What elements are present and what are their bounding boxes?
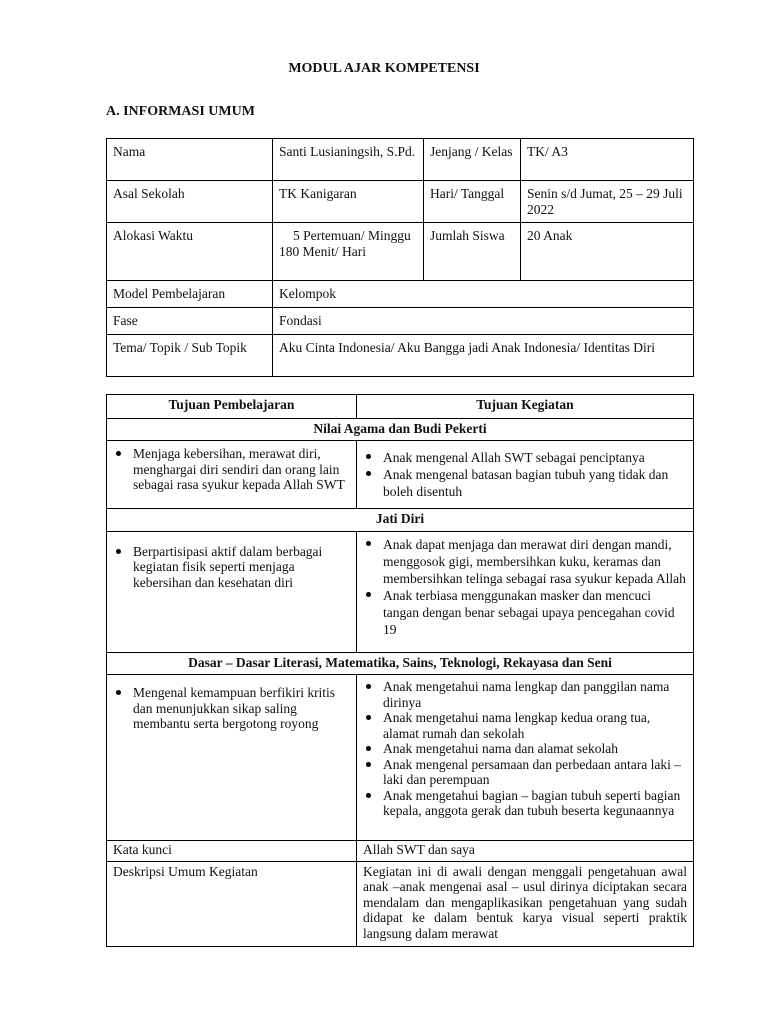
hari-value: Senin s/d Jumat, 25 – 29 Juli 2022 xyxy=(521,181,694,223)
list-item: Anak mengetahui bagian – bagian tubuh seperti bagian kepala, anggota gerak dan tubuh beserta kegunaannya xyxy=(363,788,687,819)
kata-kunci-value: Allah SWT dan saya xyxy=(357,841,694,862)
model-value: Kelompok xyxy=(273,281,694,308)
tujuan-kegiatan-header: Tujuan Kegiatan xyxy=(357,395,694,419)
table-row xyxy=(107,181,694,223)
nama-label: Nama xyxy=(107,139,273,181)
category-title: Jati Diri xyxy=(107,509,694,532)
jenjang-value: TK/ A3 xyxy=(521,139,694,181)
list-item: Anak mengenal Allah SWT sebagai penciptanya xyxy=(363,449,687,466)
category-row xyxy=(107,418,694,441)
list-item: Anak mengenal persamaan dan perbedaan antara laki –laki dan perempuan xyxy=(363,757,687,788)
list-item: Anak mengetahui nama dan alamat sekolah xyxy=(363,741,687,757)
learning-cell xyxy=(107,531,357,652)
table-row xyxy=(107,531,694,652)
list-item: Anak mengetahui nama lengkap dan panggilan nama dirinya xyxy=(363,679,687,710)
category-title: Dasar – Dasar Literasi, Matematika, Sains, Teknologi, Rekayasa dan Seni xyxy=(107,652,694,675)
jumlah-siswa-label: Jumlah Siswa xyxy=(424,223,521,281)
asal-sekolah-label: Asal Sekolah xyxy=(107,181,273,223)
fase-value: Fondasi xyxy=(273,308,694,335)
table-row xyxy=(107,841,694,862)
alokasi-line-1: 5 Pertemuan/ Minggu xyxy=(293,228,411,243)
tujuan-pembelajaran-header: Tujuan Pembelajaran xyxy=(107,395,357,419)
nama-value: Santi Lusianingsih, S.Pd. xyxy=(273,139,424,181)
learning-cell xyxy=(107,441,357,509)
info-table xyxy=(106,138,694,377)
list-item: Anak mengetahui nama lengkap kedua orang tua, alamat rumah dan sekolah xyxy=(363,710,687,741)
activity-cell xyxy=(357,531,694,652)
category-row xyxy=(107,652,694,675)
deskripsi-label: Deskripsi Umum Kegiatan xyxy=(107,861,357,947)
jumlah-siswa-value: 20 Anak xyxy=(521,223,694,281)
list-item: Menjaga kebersihan, merawat diri, menghargai diri sendiri dan orang lain sebagai rasa syukur kepada Allah SWT xyxy=(113,446,350,493)
jenjang-label: Jenjang / Kelas xyxy=(424,139,521,181)
list-item: Anak mengenal batasan bagian tubuh yang tidak dan boleh disentuh xyxy=(363,466,687,500)
table-row xyxy=(107,441,694,509)
list-item: Berpartisipasi aktif dalam berbagai kegiatan fisik seperti menjaga kebersihan dan kesehatan diri xyxy=(113,544,350,591)
deskripsi-value: Kegiatan ini di awali dengan menggali pengetahuan awal anak –anak mengenai asal – usul dirinya diciptakan secara mendalam dan mengaplikasikan pengetahuan yang sudah didapat ke dalam bentuk karya visual seperti praktik langsung dalam merawat xyxy=(357,861,694,947)
alokasi-value xyxy=(273,223,424,281)
table-row xyxy=(107,308,694,335)
model-label: Model Pembelajaran xyxy=(107,281,273,308)
activity-cell xyxy=(357,675,694,841)
document-title: MODUL AJAR KOMPETENSI xyxy=(288,61,480,76)
learning-cell xyxy=(107,675,357,841)
alokasi-line-2: 180 Menit/ Hari xyxy=(279,243,366,259)
section-heading: A. INFORMASI UMUM xyxy=(106,104,255,119)
table-row xyxy=(107,223,694,281)
table-row xyxy=(107,281,694,308)
activity-cell xyxy=(357,441,694,509)
objectives-table xyxy=(106,394,694,947)
list-item: Anak dapat menjaga dan merawat diri dengan mandi, menggosok gigi, membersihkan kuku, keramas dan membersihkan telinga sebagai rasa syukur kepada Allah xyxy=(363,536,687,587)
list-item: Anak terbiasa menggunakan masker dan mencuci tangan dengan benar sebagai upaya pencegahan covid 19 xyxy=(363,587,687,638)
asal-sekolah-value: TK Kanigaran xyxy=(273,181,424,223)
fase-label: Fase xyxy=(107,308,273,335)
tema-value: Aku Cinta Indonesia/ Aku Bangga jadi Anak Indonesia/ Identitas Diri xyxy=(273,335,694,377)
category-row xyxy=(107,509,694,532)
tema-label: Tema/ Topik / Sub Topik xyxy=(107,335,273,377)
table-row xyxy=(107,139,694,181)
kata-kunci-label: Kata kunci xyxy=(107,841,357,862)
list-item: Mengenal kemampuan berfikiri kritis dan menunjukkan sikap saling membantu serta bergotong royong xyxy=(113,685,350,732)
table-row xyxy=(107,861,694,947)
alokasi-label: Alokasi Waktu xyxy=(107,223,273,281)
category-title: Nilai Agama dan Budi Pekerti xyxy=(107,418,694,441)
table-row xyxy=(107,335,694,377)
hari-label: Hari/ Tanggal xyxy=(424,181,521,223)
table-header-row xyxy=(107,395,694,419)
table-row xyxy=(107,675,694,841)
